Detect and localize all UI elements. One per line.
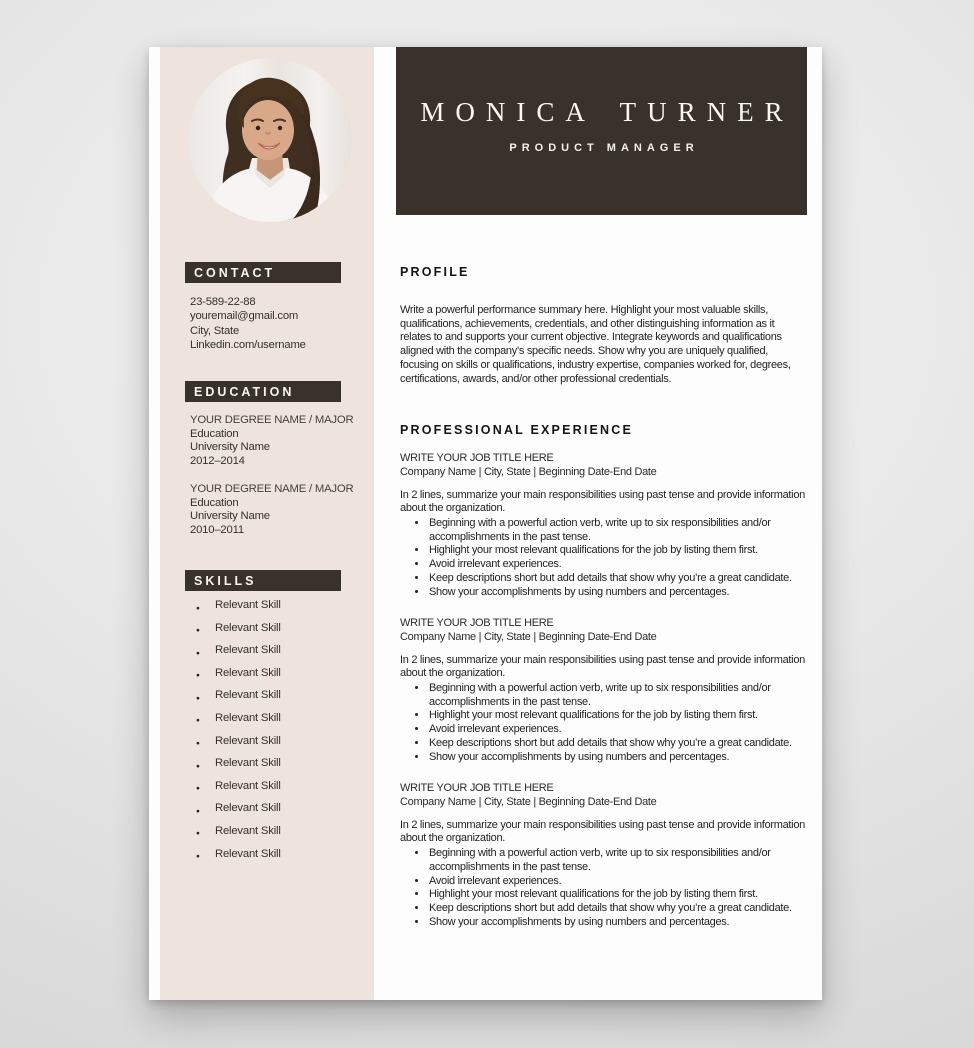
education-years: 2010–2011: [190, 523, 244, 536]
skill-item: ● Relevant Skill: [190, 711, 370, 734]
skills-list: [190, 598, 370, 869]
job-company-line: Company Name | City, State | Beginning Date-End Date: [400, 465, 657, 478]
skill-item: ● Relevant Skill: [190, 801, 370, 824]
job-summary: In 2 lines, summarize your main responsibilities using past tense and provide information about the organization.: [400, 488, 805, 515]
job-bullet: • Show your accomplishments by using numbers and percentages.: [428, 916, 805, 930]
job-bullet: • Highlight your most relevant qualifications for the job by listing them first.: [428, 888, 805, 902]
job-bullet: • Avoid irrelevant experiences.: [428, 875, 805, 889]
skill-item: ● Relevant Skill: [190, 734, 370, 757]
experience-heading: PROFESSIONAL EXPERIENCE: [400, 423, 634, 438]
job-bullet: • Avoid irrelevant experiences.: [428, 723, 805, 737]
job-bullet: • Highlight your most relevant qualifications for the job by listing them first.: [428, 709, 805, 723]
profile-photo: [188, 58, 352, 222]
candidate-name: MONICA TURNER: [420, 97, 794, 127]
job-bullet-list: [400, 517, 805, 599]
education-years: 2012–2014: [190, 455, 245, 468]
job-title: WRITE YOUR JOB TITLE HERE: [400, 782, 554, 795]
education-entry: [190, 483, 370, 538]
job-bullet: • Avoid irrelevant experiences.: [428, 558, 805, 572]
skills-heading: SKILLS: [194, 573, 257, 588]
skills-section-header: [185, 570, 341, 591]
resume-page: [149, 47, 822, 1000]
skill-item: ● Relevant Skill: [190, 779, 370, 802]
contact-line: Linkedin.com/username: [190, 338, 306, 351]
job-summary: In 2 lines, summarize your main responsibilities using past tense and provide information about the organization.: [400, 818, 805, 845]
skill-item: ● Relevant Skill: [190, 688, 370, 711]
university-name: University Name: [190, 441, 270, 454]
candidate-role: PRODUCT MANAGER: [509, 142, 699, 154]
degree-name: YOUR DEGREE NAME / MAJOR: [190, 482, 354, 495]
university-name: University Name: [190, 510, 270, 523]
experience-entry: [400, 617, 805, 764]
contact-details: [190, 295, 370, 352]
job-company-line: Company Name | City, State | Beginning Date-End Date: [400, 630, 657, 643]
degree-program: Education: [190, 496, 239, 509]
sidebar: [160, 47, 374, 1000]
job-bullet: • Beginning with a powerful action verb, write up to six responsibilities and/or accomplishments in the past tense.: [428, 847, 805, 874]
job-bullet: • Keep descriptions short but add details that show why you’re a great candidate.: [428, 737, 805, 751]
education-entry: [190, 414, 370, 469]
contact-line: City, State: [190, 324, 240, 337]
profile-summary: Write a powerful performance summary here. Highlight your most valuable skills, qualifications, achievements, credentials, and other distinguishing information as it relates to and supports your current objective. Integrate keywords and qualifications aligned with the company’s specific needs. Show why you are uniquely qualified, focusing on skills or qualifications, industry expertise, companies worked for, degrees, certifications, awards, and/or other professional credentials.: [400, 304, 791, 385]
skill-item: ● Relevant Skill: [190, 824, 370, 847]
contact-section-header: [185, 262, 341, 283]
profile-heading: PROFILE: [400, 265, 470, 279]
job-bullet-list: [400, 682, 805, 764]
job-company-line: Company Name | City, State | Beginning Date-End Date: [400, 795, 657, 808]
skill-item: ● Relevant Skill: [190, 598, 370, 621]
skill-item: ● Relevant Skill: [190, 756, 370, 779]
contact-line: 23-589-22-88: [190, 296, 256, 308]
degree-name: YOUR DEGREE NAME / MAJOR: [190, 414, 354, 426]
job-summary: In 2 lines, summarize your main responsibilities using past tense and provide information about the organization.: [400, 653, 805, 680]
education-heading: EDUCATION: [194, 384, 295, 399]
skill-item: ● Relevant Skill: [190, 847, 370, 870]
portrait-illustration: [188, 58, 352, 222]
contact-heading: CONTACT: [194, 265, 276, 280]
education-entries: [190, 414, 370, 538]
job-bullet: • Keep descriptions short but add details that show why you’re a great candidate.: [428, 572, 805, 586]
job-bullet: • Beginning with a powerful action verb, write up to six responsibilities and/or accomplishments in the past tense.: [428, 517, 805, 544]
experience-entry: [400, 452, 805, 599]
contact-line: youremail@gmail.com: [190, 310, 299, 323]
job-bullet: • Beginning with a powerful action verb, write up to six responsibilities and/or accomplishments in the past tense.: [428, 682, 805, 709]
education-section-header: [185, 381, 341, 402]
job-title: WRITE YOUR JOB TITLE HERE: [400, 617, 554, 630]
job-bullet-list: [400, 847, 805, 929]
skill-item: ● Relevant Skill: [190, 666, 370, 689]
job-bullet: • Keep descriptions short but add details that show why you’re a great candidate.: [428, 902, 805, 916]
skill-item: ● Relevant Skill: [190, 621, 370, 644]
main-column: [400, 47, 805, 929]
experience-entries: [400, 452, 805, 929]
job-bullet: • Highlight your most relevant qualifications for the job by listing them first.: [428, 544, 805, 558]
skill-item: ● Relevant Skill: [190, 643, 370, 666]
job-bullet: • Show your accomplishments by using numbers and percentages.: [428, 751, 805, 765]
job-bullet: • Show your accomplishments by using numbers and percentages.: [428, 586, 805, 600]
experience-entry: [400, 782, 805, 929]
job-title: WRITE YOUR JOB TITLE HERE: [400, 452, 554, 465]
degree-program: Education: [190, 427, 239, 440]
